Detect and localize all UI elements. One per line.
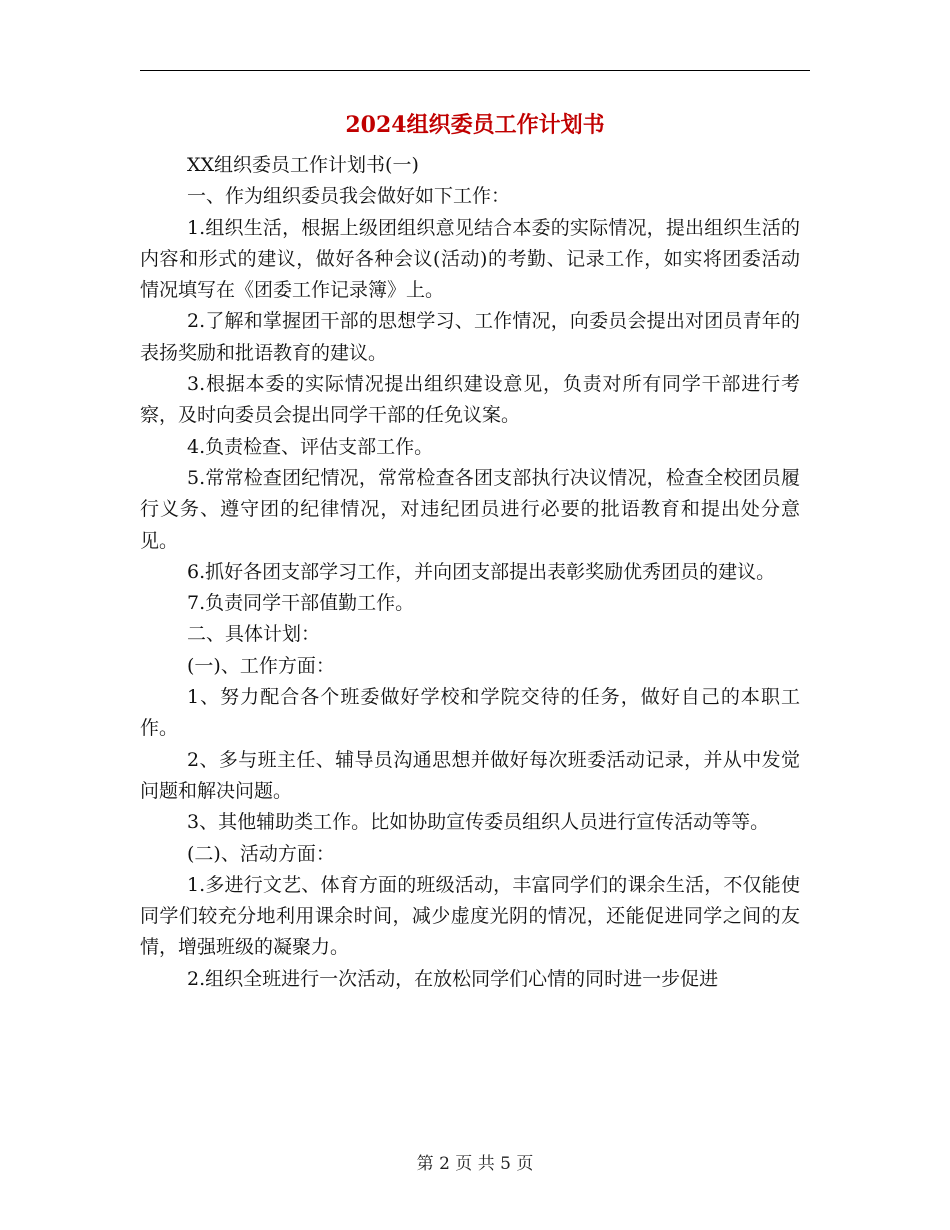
subsection-heading: (二)、活动方面： — [187, 842, 335, 865]
paragraph: 3、其他辅助类工作。比如协助宣传委员组织人员进行宣传活动等等。 — [187, 811, 770, 834]
paragraph: 1、努力配合各个班委做好学校和学院交待的任务，做好自己的本职工作。 — [140, 686, 800, 740]
paragraph: 6.抓好各团支部学习工作，并向团支部提出表彰奖励优秀团员的建议。 — [187, 560, 776, 583]
paragraph: 4.负责检查、评估支部工作。 — [187, 435, 434, 458]
paragraph: 2.组织全班进行一次活动，在放松同学们心情的同时进一步促进 — [187, 967, 719, 990]
section-heading: 二、具体计划： — [187, 623, 321, 646]
paragraph: 2、多与班主任、辅导员沟通思想并做好每次班委活动记录，并从中发觉问题和解决问题。 — [140, 748, 800, 802]
paragraph: 1.组织生活，根据上级团组织意见结合本委的实际情况，提出组织生活的内容和形式的建议，做好各种会议(活动)的考勤、记录工作，如实将团委活动情况填写在《团委工作记录簿》上。 — [140, 216, 800, 302]
paragraph: 3.根据本委的实际情况提出组织建设意见，负责对所有同学干部进行考察，及时向委员会提出同学干部的任免议案。 — [140, 373, 800, 427]
paragraph: 7.负责同学干部值勤工作。 — [187, 592, 415, 615]
paragraph: 1.多进行文艺、体育方面的班级活动，丰富同学们的课余生活，不仅能使同学们较充分地利用课余时间，减少虚度光阴的情况，还能促进同学之间的友情，增强班级的凝聚力。 — [140, 873, 800, 959]
document-title: 2024组织委员工作计划书 — [345, 112, 605, 138]
paragraph: 一、作为组织委员我会做好如下工作： — [187, 185, 511, 208]
paragraph: 5.常常检查团纪情况，常常检查各团支部执行决议情况，检查全校团员履行义务、遵守团的纪律情况，对违纪团员进行必要的批语教育和提出处分意见。 — [140, 466, 800, 552]
paragraph: XX组织委员工作计划书(一) — [187, 154, 419, 176]
paragraph: 2.了解和掌握团干部的思想学习、工作情况，向委员会提出对团员青年的表扬奖励和批语教育的建议。 — [140, 310, 800, 364]
header-rule — [140, 70, 810, 71]
document-body — [140, 150, 800, 995]
subsection-heading: (一)、工作方面： — [187, 654, 335, 677]
page-indicator: 第 2 页 共 5 页 — [416, 1154, 534, 1174]
